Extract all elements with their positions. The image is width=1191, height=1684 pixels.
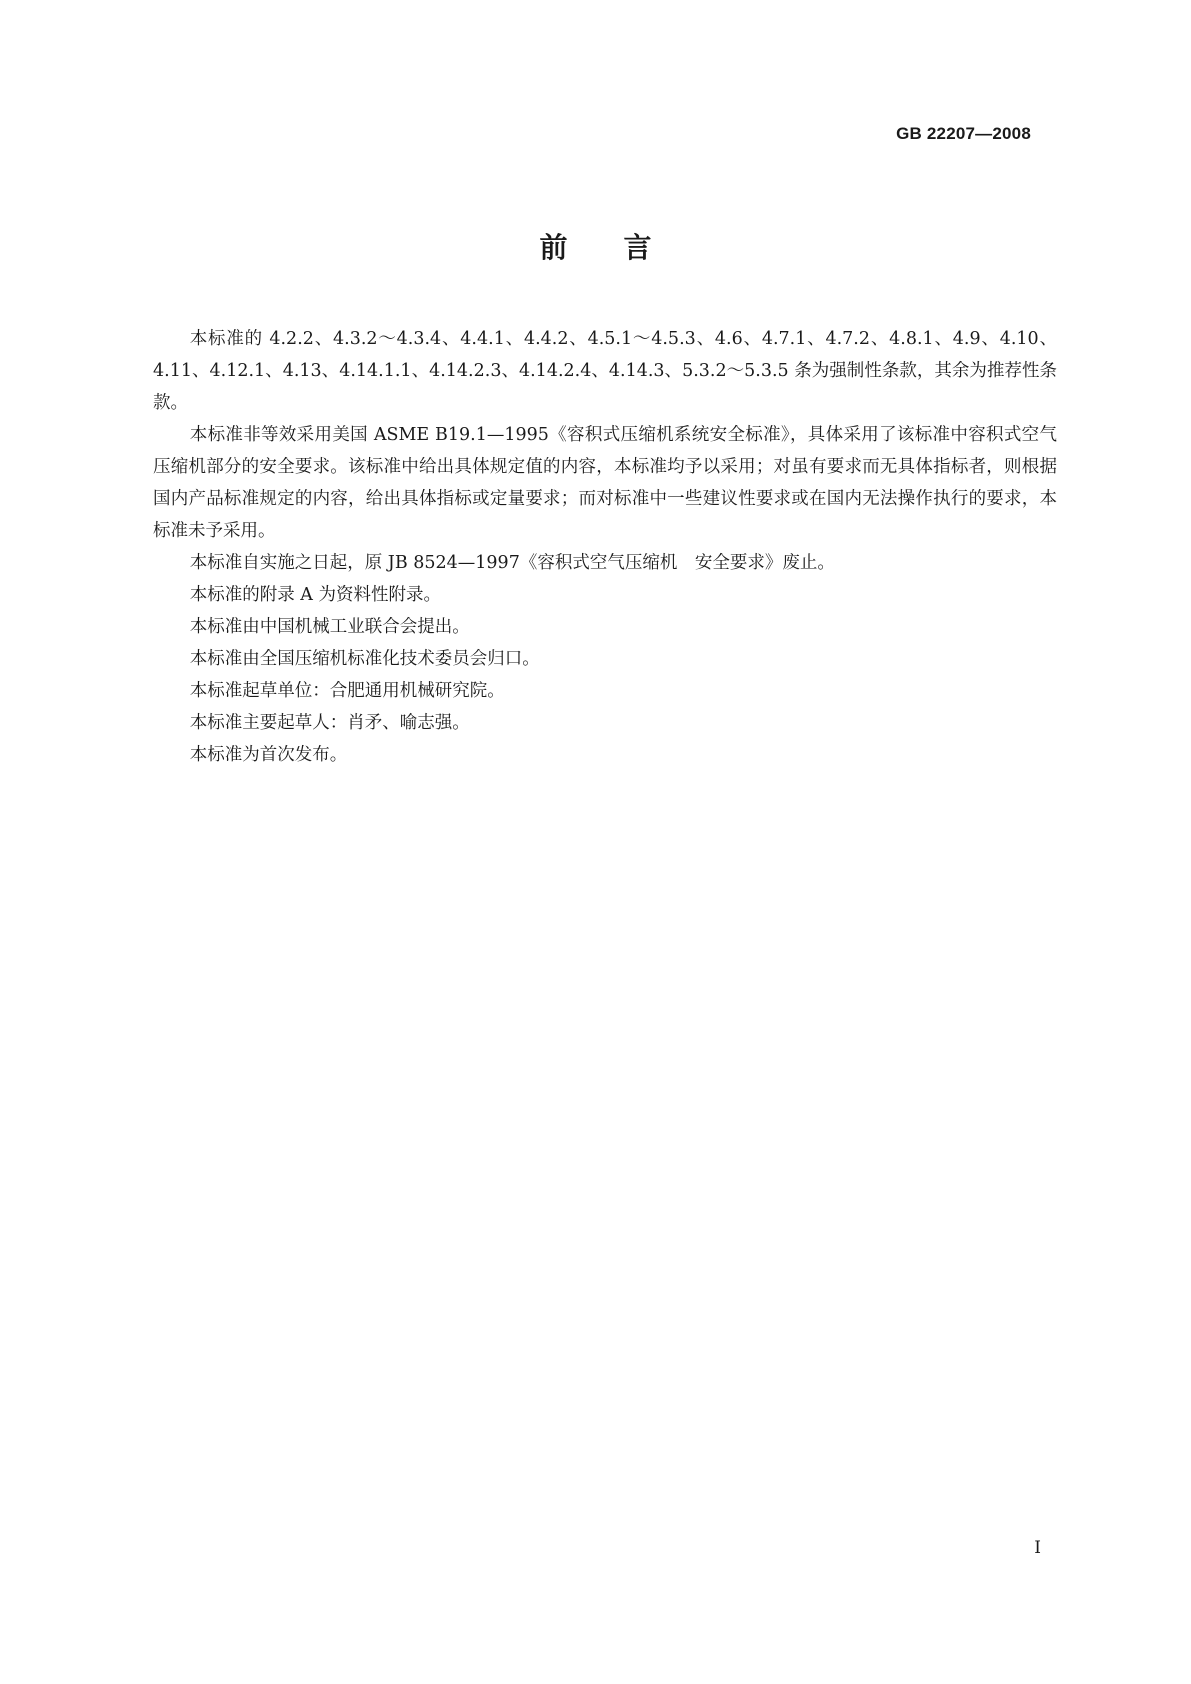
- paragraph-mandatory-clauses: 本标准的 4.2.2、4.3.2～4.3.4、4.4.1、4.4.2、4.5.1～4.5.3、4.6、4.7.1、4.7.2、4.8.1、4.9、4.10、4.11、4.12.1、4.13、4.14.1.1、4.14.2.3、4.14.2.4、4.14.3、5.3.2～5.3.5 条为强制性条款，其余为推荐性条款。: [153, 329, 1057, 413]
- standard-code: GB 22207—2008: [896, 124, 1031, 143]
- paragraph-proposed-by: 本标准由中国机械工业联合会提出。: [189, 617, 470, 637]
- title-char-2: 言: [623, 231, 652, 264]
- page-number: I: [1034, 1538, 1041, 1558]
- paragraph-centralized-by: 本标准由全国压缩机标准化技术委员会归口。: [189, 649, 540, 669]
- paragraph-supersedes: 本标准自实施之日起，原 JB 8524—1997《容积式空气压缩机 安全要求》废止。: [189, 553, 835, 573]
- foreword-body: [153, 323, 1057, 771]
- title-char-1: 前: [539, 231, 568, 264]
- paragraph-drafters: 本标准主要起草人：肖矛、喻志强。: [189, 713, 470, 733]
- paragraph-first-release: 本标准为首次发布。: [189, 745, 348, 765]
- paragraph-adoption: 本标准非等效采用美国 ASME B19.1—1995《容积式压缩机系统安全标准》，具体采用了该标准中容积式空气压缩机部分的安全要求。该标准中给出具体规定值的内容，本标准均予以采用；对虽有要求而无具体指标者，则根据国内产品标准规定的内容，给出具体指标或定量要求；而对标准中一些建议性要求或在国内无法操作执行的要求，本标准未予采用。: [153, 425, 1057, 541]
- paragraph-annex: 本标准的附录 A 为资料性附录。: [189, 585, 442, 605]
- page-title: [0, 228, 1191, 268]
- paragraph-drafting-unit: 本标准起草单位：合肥通用机械研究院。: [189, 681, 505, 701]
